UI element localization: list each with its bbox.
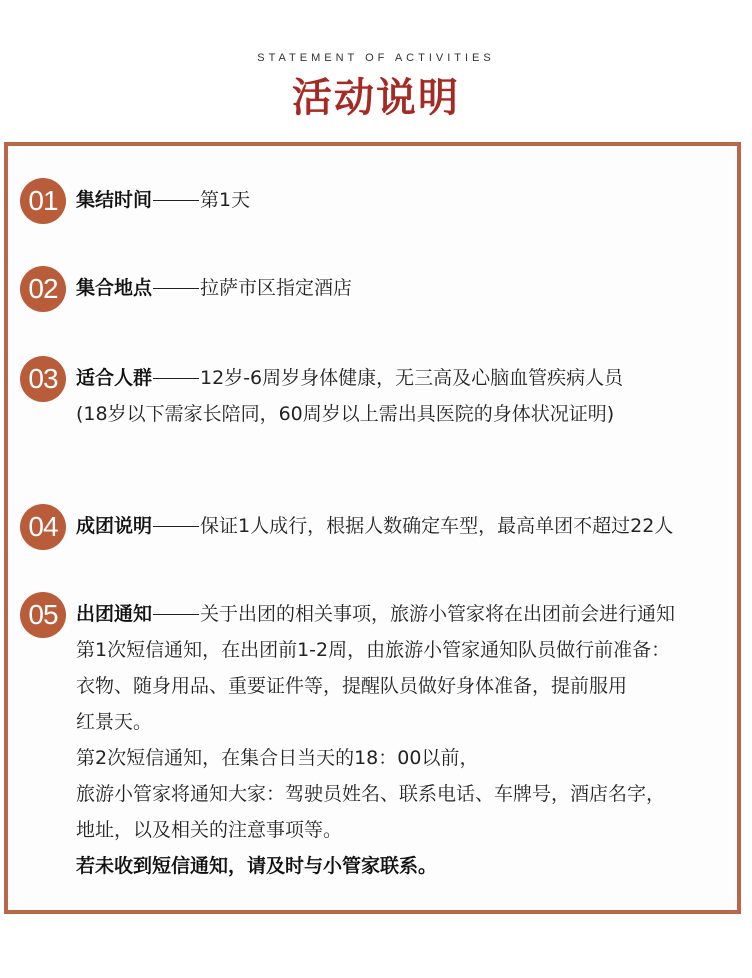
item-label: 适合人群 <box>76 367 153 389</box>
item-value: 保证1人成行，根据人数确定车型，最高单团不超过22人 <box>200 515 674 537</box>
number-badge: 02 <box>20 266 66 312</box>
notice-line: 第2次短信通知，在集合日当天的18：00以前， <box>76 747 479 769</box>
number-badge: 01 <box>20 178 66 224</box>
item-value: 12岁-6周岁身体健康，无三高及心脑血管疾病人员 <box>200 367 624 389</box>
item-label: 成团说明 <box>76 515 153 537</box>
notice-line: 衣物、随身用品、重要证件等，提醒队员做好身体准备，提前服用 <box>76 675 628 697</box>
item-label: 集结时间 <box>76 189 153 211</box>
item-text <box>76 270 352 306</box>
dash-divider <box>153 526 199 527</box>
item-value: 拉萨市区指定酒店 <box>200 277 353 299</box>
number-badge: 05 <box>20 592 66 638</box>
dash-divider <box>153 200 199 201</box>
item-note: (18岁以下需家长陪同，60周岁以上需出具医院的身体状况证明) <box>76 403 615 425</box>
notice-line: 第1次短信通知，在出团前1-2周，由旅游小管家通知队员做行前准备： <box>76 639 671 661</box>
notice-line: 红景天。 <box>76 711 153 733</box>
dash-divider <box>153 288 199 289</box>
page-subtitle: STATEMENT OF ACTIVITIES <box>257 52 495 64</box>
content-frame <box>4 142 741 914</box>
page-title: 活动说明 <box>292 74 460 121</box>
number-badge: 03 <box>20 356 66 402</box>
item-value: 第1天 <box>200 189 251 211</box>
dash-divider <box>153 614 199 615</box>
number-badge: 04 <box>20 504 66 550</box>
final-note: 若未收到短信通知，请及时与小管家联系。 <box>76 855 438 877</box>
item-label: 集合地点 <box>76 277 153 299</box>
item-text <box>76 508 673 544</box>
item-label: 出团通知 <box>76 603 153 625</box>
notice-line: 旅游小管家将通知大家：驾驶员姓名、联系电话、车牌号，酒店名字， <box>76 783 666 805</box>
item-text <box>76 360 623 432</box>
item-text <box>76 596 675 884</box>
item-value: 关于出团的相关事项，旅游小管家将在出团前会进行通知 <box>200 603 676 625</box>
item-text <box>76 182 250 218</box>
notice-line: 地址，以及相关的注意事项等。 <box>76 819 343 841</box>
dash-divider <box>153 378 199 379</box>
